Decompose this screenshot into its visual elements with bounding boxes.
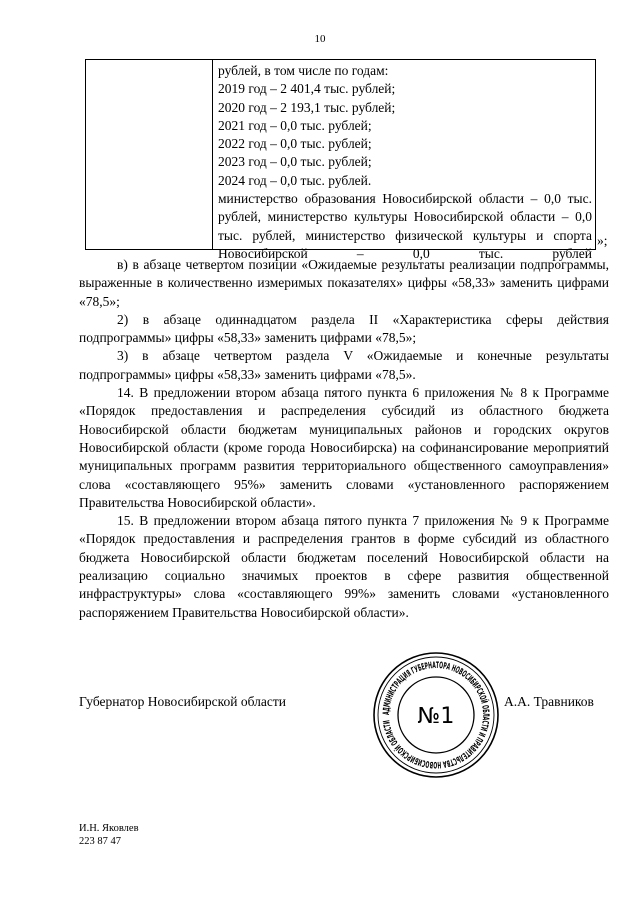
budget-table	[85, 59, 596, 261]
table-value-cell	[218, 62, 592, 263]
seal-ring-text: АДМИНИСТРАЦИЯ ГУБЕРНАТОРА НОВОСИБИРСКОЙ ОБЛАСТИ И ПРАВИТЕЛЬСТВА НОВОСИБИРСКОЙ ОБЛАСТИ	[381, 660, 491, 770]
table-column-divider	[212, 60, 213, 249]
paragraph-item-14: 14. В предложении втором абзаца пятого пункта 6 приложения № 8 к Программе «Порядок предоставления и распределения субсидий из областного бюджета Новосибирской области бюджетам муниципальных районов и городских округов Новосибирской области (кроме города Новосибирска) на софинансирование мероприятий муниципальных программ развития территориального общественного самоуправления» слова «составляющего 95%» заменить словами «установленного распоряжением Правительства Новосибирской области».	[79, 385, 609, 510]
executor-info	[79, 822, 139, 848]
table-line: 2021 год – 0,0 тыс. рублей;	[218, 117, 372, 133]
document-body	[79, 256, 609, 622]
executor-name: И.Н. Яковлев	[79, 823, 139, 834]
table-line: 2019 год – 2 401,4 тыс. рублей;	[218, 81, 396, 97]
signatory-title: Губернатор Новосибирской области	[79, 694, 287, 709]
table-line: 2024 год – 0,0 тыс. рублей.	[218, 172, 372, 188]
table-line: 2020 год – 2 193,1 тыс. рублей;	[218, 99, 396, 115]
table-ministries-paragraph: министерство образования Новосибирской области – 0,0 тыс. рублей, министерство культуры Новосибирской области – 0,0 тыс. рублей, министерство физической культуры и спорта Новосибирской – 0,0 тыс. рублей	[218, 191, 592, 261]
paragraph-item-3: 3) в абзаце четвертом раздела V «Ожидаемые и конечные результаты подпрограммы» цифры «58,33» заменить цифрами «78,5».	[79, 348, 609, 382]
paragraph-item-15: 15. В предложении втором абзаца пятого пункта 7 приложения № 9 к Программе «Порядок предоставления и распределения грантов в форме субсидий из областного бюджета Новосибирской области бюджетам поселений Новосибирской области на реализацию социально значимых проектов в сфере развития общественной инфраструктуры» слова «составляющего 99%» заменить словами «установленного распоряжением Правительства Новосибирской области».	[79, 513, 609, 620]
seal-number: №1	[417, 704, 455, 729]
table-line: 2022 год – 0,0 тыс. рублей;	[218, 136, 372, 152]
table-closing-quote: »;	[597, 233, 608, 248]
official-seal	[371, 650, 501, 780]
page-number: 10	[314, 33, 326, 45]
executor-phone: 223 87 47	[79, 836, 121, 847]
table-line: рублей, в том числе по годам:	[218, 63, 389, 78]
table-line: 2023 год – 0,0 тыс. рублей;	[218, 154, 372, 170]
paragraph-item-v: в) в абзаце четвертом позиции «Ожидаемые результаты реализации подпрограммы, выраженные в количественно измеримых показателях» цифры «58,33» заменить цифрами «78,5»;	[79, 257, 609, 309]
signatory-name: А.А. Травников	[504, 694, 594, 709]
paragraph-item-2: 2) в абзаце одиннадцатом раздела II «Характеристика сферы действия подпрограммы» цифры «58,33» заменить цифрами «78,5»;	[79, 311, 609, 346]
